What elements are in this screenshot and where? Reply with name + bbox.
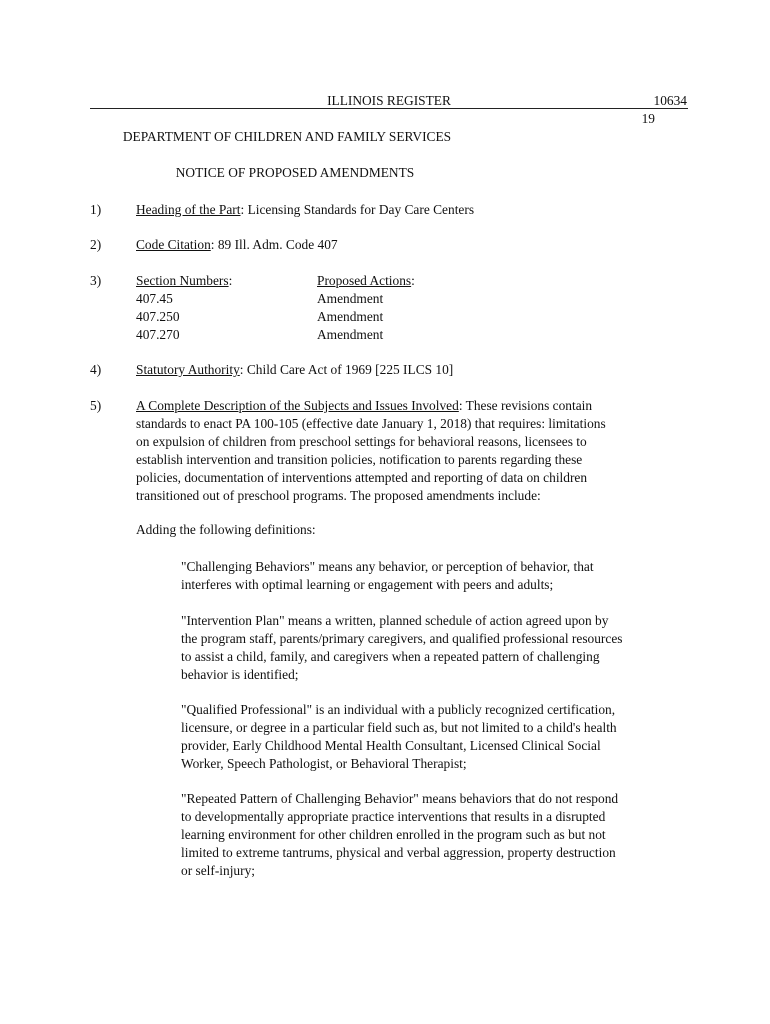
section-numbers-colon: : [228,273,233,288]
definition-line: Worker, Speech Pathologist, or Behavioral Therapist; [181,756,467,771]
item-2 [136,236,681,254]
section-numbers-header [136,272,232,290]
page-number: 10634 [653,93,687,108]
section-number: 407.270 [136,327,180,342]
description-line: establish intervention and transition policies, notification to parents regarding these [136,452,583,467]
proposed-actions-colon: : [411,273,415,288]
item-number-3: 3) [90,273,102,288]
definition-line: to developmentally appropriate practice interventions that results in a disrupted [181,809,606,824]
notice-title: NOTICE OF PROPOSED AMENDMENTS [175,165,415,180]
section-number: 407.250 [136,309,180,324]
proposed-action: Amendment [317,291,384,306]
definition-line: to assist a child, family, and caregivers when a repeated pattern of challenging [181,649,600,664]
item-4 [136,361,681,379]
item-number-4: 4) [90,362,102,377]
definition-intervention-plan [181,612,681,684]
definition-repeated-pattern [181,790,681,880]
section-number: 407.45 [136,291,173,306]
proposed-action: Amendment [317,327,384,342]
definition-line: learning environment for other children enrolled in the program such as but not [181,827,606,842]
issue-number: 19 [641,111,655,126]
definition-line: "Qualified Professional" is an individual with a publicly recognized certification, [181,702,616,717]
item-1-text: : Licensing Standards for Day Care Centers [240,202,475,217]
definition-qualified-professional [181,701,681,773]
section-numbers-label: Section Numbers [136,273,229,288]
proposed-actions-label: Proposed Actions [317,273,412,288]
definition-line: "Intervention Plan" means a written, planned schedule of action agreed upon by [181,613,609,628]
description-line: on expulsion of children from preschool settings for behavioral reasons, licensees to [136,434,587,449]
item-number-1: 1) [90,202,102,217]
item-4-label: Statutory Authority [136,362,240,377]
header-rule [90,108,688,109]
description-line: policies, documentation of interventions attempted and reporting of data on children [136,470,588,485]
department-title: DEPARTMENT OF CHILDREN AND FAMILY SERVICES [122,129,452,144]
item-5-text: : These revisions contain [458,398,593,413]
definition-line: provider, Early Childhood Mental Health Consultant, Licensed Clinical Social [181,738,601,753]
item-4-text: : Child Care Act of 1969 [225 ILCS 10] [239,362,454,377]
definition-challenging-behaviors [181,558,681,594]
definition-line: interferes with optimal learning or engagement with peers and adults; [181,577,554,592]
definition-line: "Challenging Behaviors" means any behavior, or perception of behavior, that [181,559,594,574]
description-line: standards to enact PA 100-105 (effective date January 1, 2018) that requires: limitations [136,416,606,431]
definition-line: behavior is identified; [181,667,299,682]
description-line: transitioned out of preschool programs. The proposed amendments include: [136,488,541,503]
item-1-label: Heading of the Part [136,202,241,217]
definition-line: or self-injury; [181,863,256,878]
definitions-intro: Adding the following definitions: [136,522,316,537]
item-number-5: 5) [90,398,102,413]
definition-line: "Repeated Pattern of Challenging Behavior" means behaviors that do not respond [181,791,619,806]
definition-line: the program staff, parents/primary caregivers, and qualified professional resources [181,631,623,646]
item-5-label: A Complete Description of the Subjects and Issues Involved [136,398,459,413]
item-1 [136,201,681,219]
proposed-actions-header [317,272,415,290]
item-number-2: 2) [90,237,102,252]
proposed-action: Amendment [317,309,384,324]
register-title: ILLINOIS REGISTER [327,93,451,108]
definition-line: limited to extreme tantrums, physical and verbal aggression, property destruction [181,845,616,860]
definition-line: licensure, or degree in a particular field such as, but not limited to a child's health [181,720,617,735]
item-2-text: : 89 Ill. Adm. Code 407 [210,237,338,252]
item-5-description [136,397,681,505]
item-5-first-line [136,397,681,415]
item-2-label: Code Citation [136,237,211,252]
